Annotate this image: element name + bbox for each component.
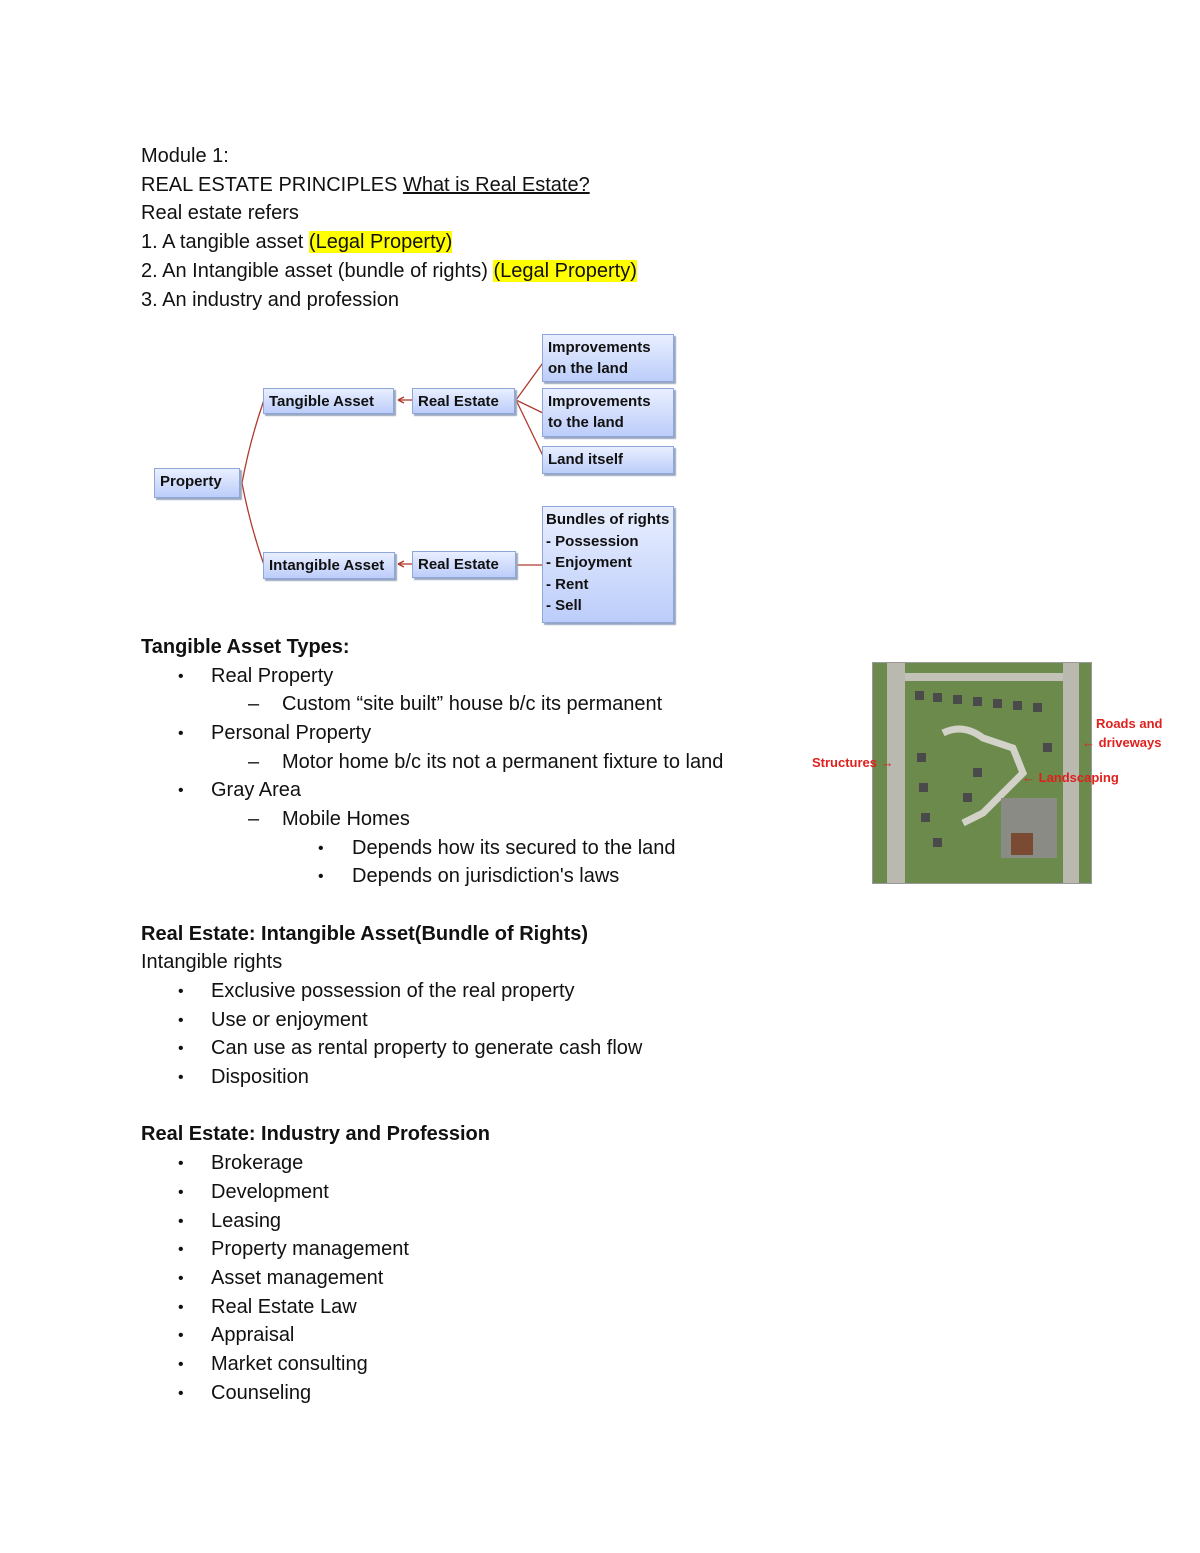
bullet-glyph: • bbox=[178, 782, 184, 799]
improvements-on-line-2: on the land bbox=[548, 360, 628, 377]
bundles-rent: - Rent bbox=[546, 575, 589, 593]
improvements-to-line-1: Improvements bbox=[548, 393, 651, 410]
bullet-glyph: • bbox=[178, 1270, 184, 1287]
intangible-item: Disposition bbox=[211, 1066, 309, 1088]
dash-glyph: – bbox=[248, 808, 260, 830]
industry-item: Property management bbox=[211, 1238, 409, 1260]
real-property-sub: Custom “site built” house b/c its permanent bbox=[282, 693, 663, 715]
roads-label-2-text: driveways bbox=[1098, 735, 1162, 750]
intangible-item: Can use as rental property to generate cash flow bbox=[211, 1037, 643, 1059]
industry-heading: Real Estate: Industry and Profession bbox=[141, 1123, 490, 1145]
bullet-glyph: • bbox=[178, 1213, 184, 1230]
industry-item: Brokerage bbox=[211, 1152, 304, 1174]
industry-item: Real Estate Law bbox=[211, 1296, 357, 1318]
what-is-heading: What is Real Estate? bbox=[402, 174, 590, 196]
improvements-on-land-box bbox=[542, 334, 674, 382]
bullet-glyph: • bbox=[318, 868, 324, 885]
bundles-sell: - Sell bbox=[546, 597, 582, 614]
real-property-item: Real Property bbox=[211, 665, 334, 687]
item-2-highlight: (Legal Property) bbox=[493, 260, 637, 282]
bullet-glyph: • bbox=[178, 1069, 184, 1086]
roads-label-2 bbox=[1082, 733, 1162, 752]
improvements-to-line-2: to the land bbox=[548, 414, 624, 431]
refers-line: Real estate refers bbox=[141, 202, 299, 224]
module-title: Module 1: bbox=[141, 145, 229, 167]
improvements-to-land-box bbox=[542, 388, 674, 437]
item-1-highlight: (Legal Property) bbox=[308, 231, 453, 253]
bullet-glyph: • bbox=[178, 1184, 184, 1201]
item-2-text: 2. An Intangible asset (bundle of rights) bbox=[141, 260, 488, 282]
intangible-subheading: Intangible rights bbox=[141, 951, 283, 973]
industry-item: Development bbox=[211, 1181, 329, 1203]
depends-secured-item: Depends how its secured to the land bbox=[352, 837, 676, 859]
improvements-on-line-1: Improvements bbox=[548, 339, 651, 356]
industry-item: Market consulting bbox=[211, 1353, 368, 1375]
intangible-item: Exclusive possession of the real property bbox=[211, 980, 575, 1002]
landscaping-label bbox=[1022, 768, 1119, 787]
bullet-glyph: • bbox=[178, 1327, 184, 1344]
industry-item: Asset management bbox=[211, 1267, 384, 1289]
intangible-heading: Real Estate: Intangible Asset(Bundle of Rights) bbox=[141, 923, 589, 945]
bullet-glyph: • bbox=[178, 1040, 184, 1057]
intangible-asset-box: Intangible Asset bbox=[263, 552, 395, 579]
industry-item: Counseling bbox=[211, 1382, 312, 1404]
item-1-text: 1. A tangible asset bbox=[141, 231, 304, 253]
tangible-asset-box: Tangible Asset bbox=[263, 388, 394, 414]
land-itself-box: Land itself bbox=[542, 446, 674, 474]
bundles-title: Bundles of rights bbox=[546, 511, 670, 528]
dash-glyph: – bbox=[248, 693, 260, 715]
bullet-glyph: • bbox=[178, 983, 184, 1000]
bullet-glyph: • bbox=[178, 1299, 184, 1316]
bullet-glyph: • bbox=[178, 725, 184, 742]
bullet-glyph: • bbox=[178, 1155, 184, 1172]
bullet-glyph: • bbox=[178, 1385, 184, 1402]
bullet-glyph: • bbox=[178, 1012, 184, 1029]
left-arrow-icon: ← bbox=[1022, 770, 1035, 785]
left-arrow-icon: ← bbox=[1082, 735, 1095, 750]
tangible-heading: Tangible Asset Types: bbox=[141, 636, 350, 658]
bullet-glyph: • bbox=[178, 1356, 184, 1373]
dash-glyph: – bbox=[248, 751, 260, 773]
landscaping-text: Landscaping bbox=[1038, 770, 1119, 785]
bundles-possession: - Possession bbox=[546, 532, 639, 550]
depends-jurisdiction-item: Depends on jurisdiction's laws bbox=[352, 865, 620, 887]
item-3: 3. An industry and profession bbox=[141, 289, 399, 311]
intangible-item: Use or enjoyment bbox=[211, 1009, 368, 1031]
real-estate-box-top: Real Estate bbox=[412, 388, 515, 414]
mobile-homes-item: Mobile Homes bbox=[282, 808, 410, 830]
structures-label bbox=[812, 753, 894, 772]
industry-item: Leasing bbox=[211, 1210, 282, 1232]
bullet-glyph: • bbox=[178, 1241, 184, 1258]
industry-item: Appraisal bbox=[211, 1324, 295, 1346]
personal-property-item: Personal Property bbox=[211, 722, 372, 744]
bundles-enjoyment: - Enjoyment bbox=[546, 554, 632, 571]
principles-label: REAL ESTATE PRINCIPLES bbox=[141, 174, 398, 196]
personal-property-sub: Motor home b/c its not a permanent fixture to land bbox=[282, 751, 724, 773]
bullet-glyph: • bbox=[318, 840, 324, 857]
roads-label-1: Roads and bbox=[1096, 716, 1163, 731]
real-estate-box-bottom: Real Estate bbox=[412, 551, 516, 578]
gray-area-item: Gray Area bbox=[211, 779, 302, 801]
right-arrow-icon: → bbox=[880, 755, 894, 770]
bundles-of-rights-box bbox=[542, 506, 674, 623]
bullet-glyph: • bbox=[178, 668, 184, 685]
structures-text: Structures bbox=[812, 755, 878, 770]
property-box: Property bbox=[154, 468, 240, 498]
